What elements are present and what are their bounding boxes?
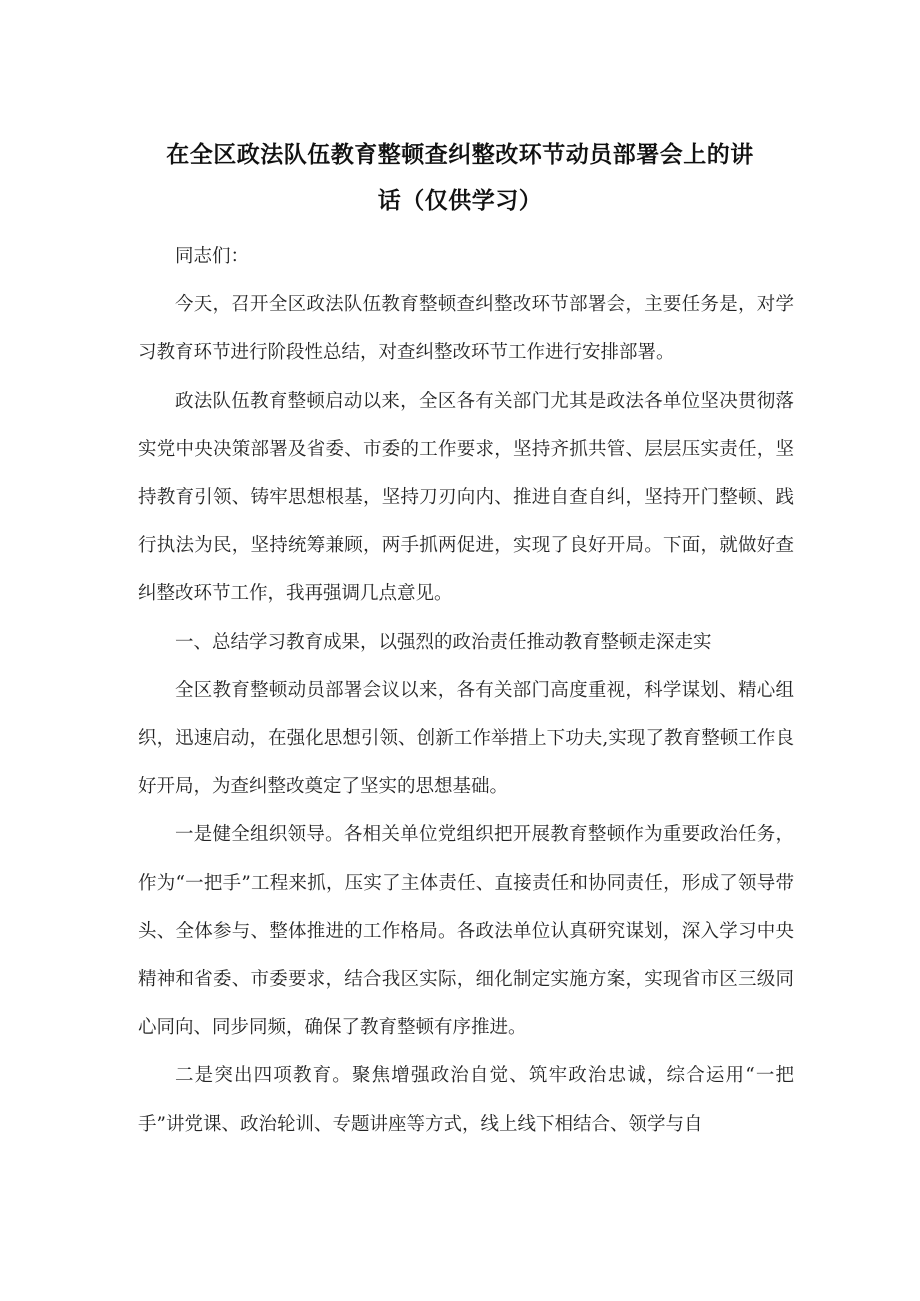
document-body [138, 233, 794, 1149]
section-heading-1: 一、总结学习教育成果，以强烈的政治责任推动教育整顿走深走实 [175, 631, 712, 653]
paragraph-point-1: 一是健全组织领导。各相关单位党组织把开展教育整顿作为重要政治任务，作为“一把手”工程来抓，压实了主体责任、直接责任和协同责任，形成了领导带头、全体参与、整体推进的工作格局。各政法单位认真研究谋划，深入学习中央精神和省委、市委要求，结合我区实际，细化制定实施方案，实现省市区三级同心同向、同步同频，确保了教育整顿有序推进。 [138, 824, 794, 1039]
paragraph-section-1: 全区教育整顿动员部署会议以来，各有关部门高度重视，科学谋划、精心组织，迅速启动，在强化思想引领、创新工作举措上下功夫,实现了教育整顿工作良好开局，为查纠整改奠定了坚实的思想基础。 [138, 679, 794, 798]
title-line-1: 在全区政法队伍教育整顿查纠整改环节动员部署会上的讲 [166, 142, 754, 168]
document-title [120, 132, 800, 224]
paragraph-intro: 今天，召开全区政法队伍教育整顿查纠整改环节部署会，主要任务是，对学习教育环节进行阶段性总结，对查纠整改环节工作进行安排部署。 [138, 294, 794, 364]
salutation: 同志们： [175, 246, 250, 267]
paragraph-point-2: 二是突出四项教育。聚焦增强政治自觉、筑牢政治忠诚，综合运用“一把手”讲党课、政治轮训、专题讲座等方式，线上线下相结合、领学与自 [138, 1065, 794, 1135]
title-line-2: 话（仅供学习） [377, 188, 543, 214]
paragraph-overview: 政法队伍教育整顿启动以来，全区各有关部门尤其是政法各单位坚决贯彻落实党中央决策部署及省委、市委的工作要求，坚持齐抓共管、层层压实责任，坚持教育引领、铸牢思想根基，坚持刀刃向内、推进自查自纠，坚持开门整顿、践行执法为民，坚持统筹兼顾，两手抓两促进，实现了良好开局。下面，就做好查纠整改环节工作，我再强调几点意见。 [138, 390, 794, 605]
